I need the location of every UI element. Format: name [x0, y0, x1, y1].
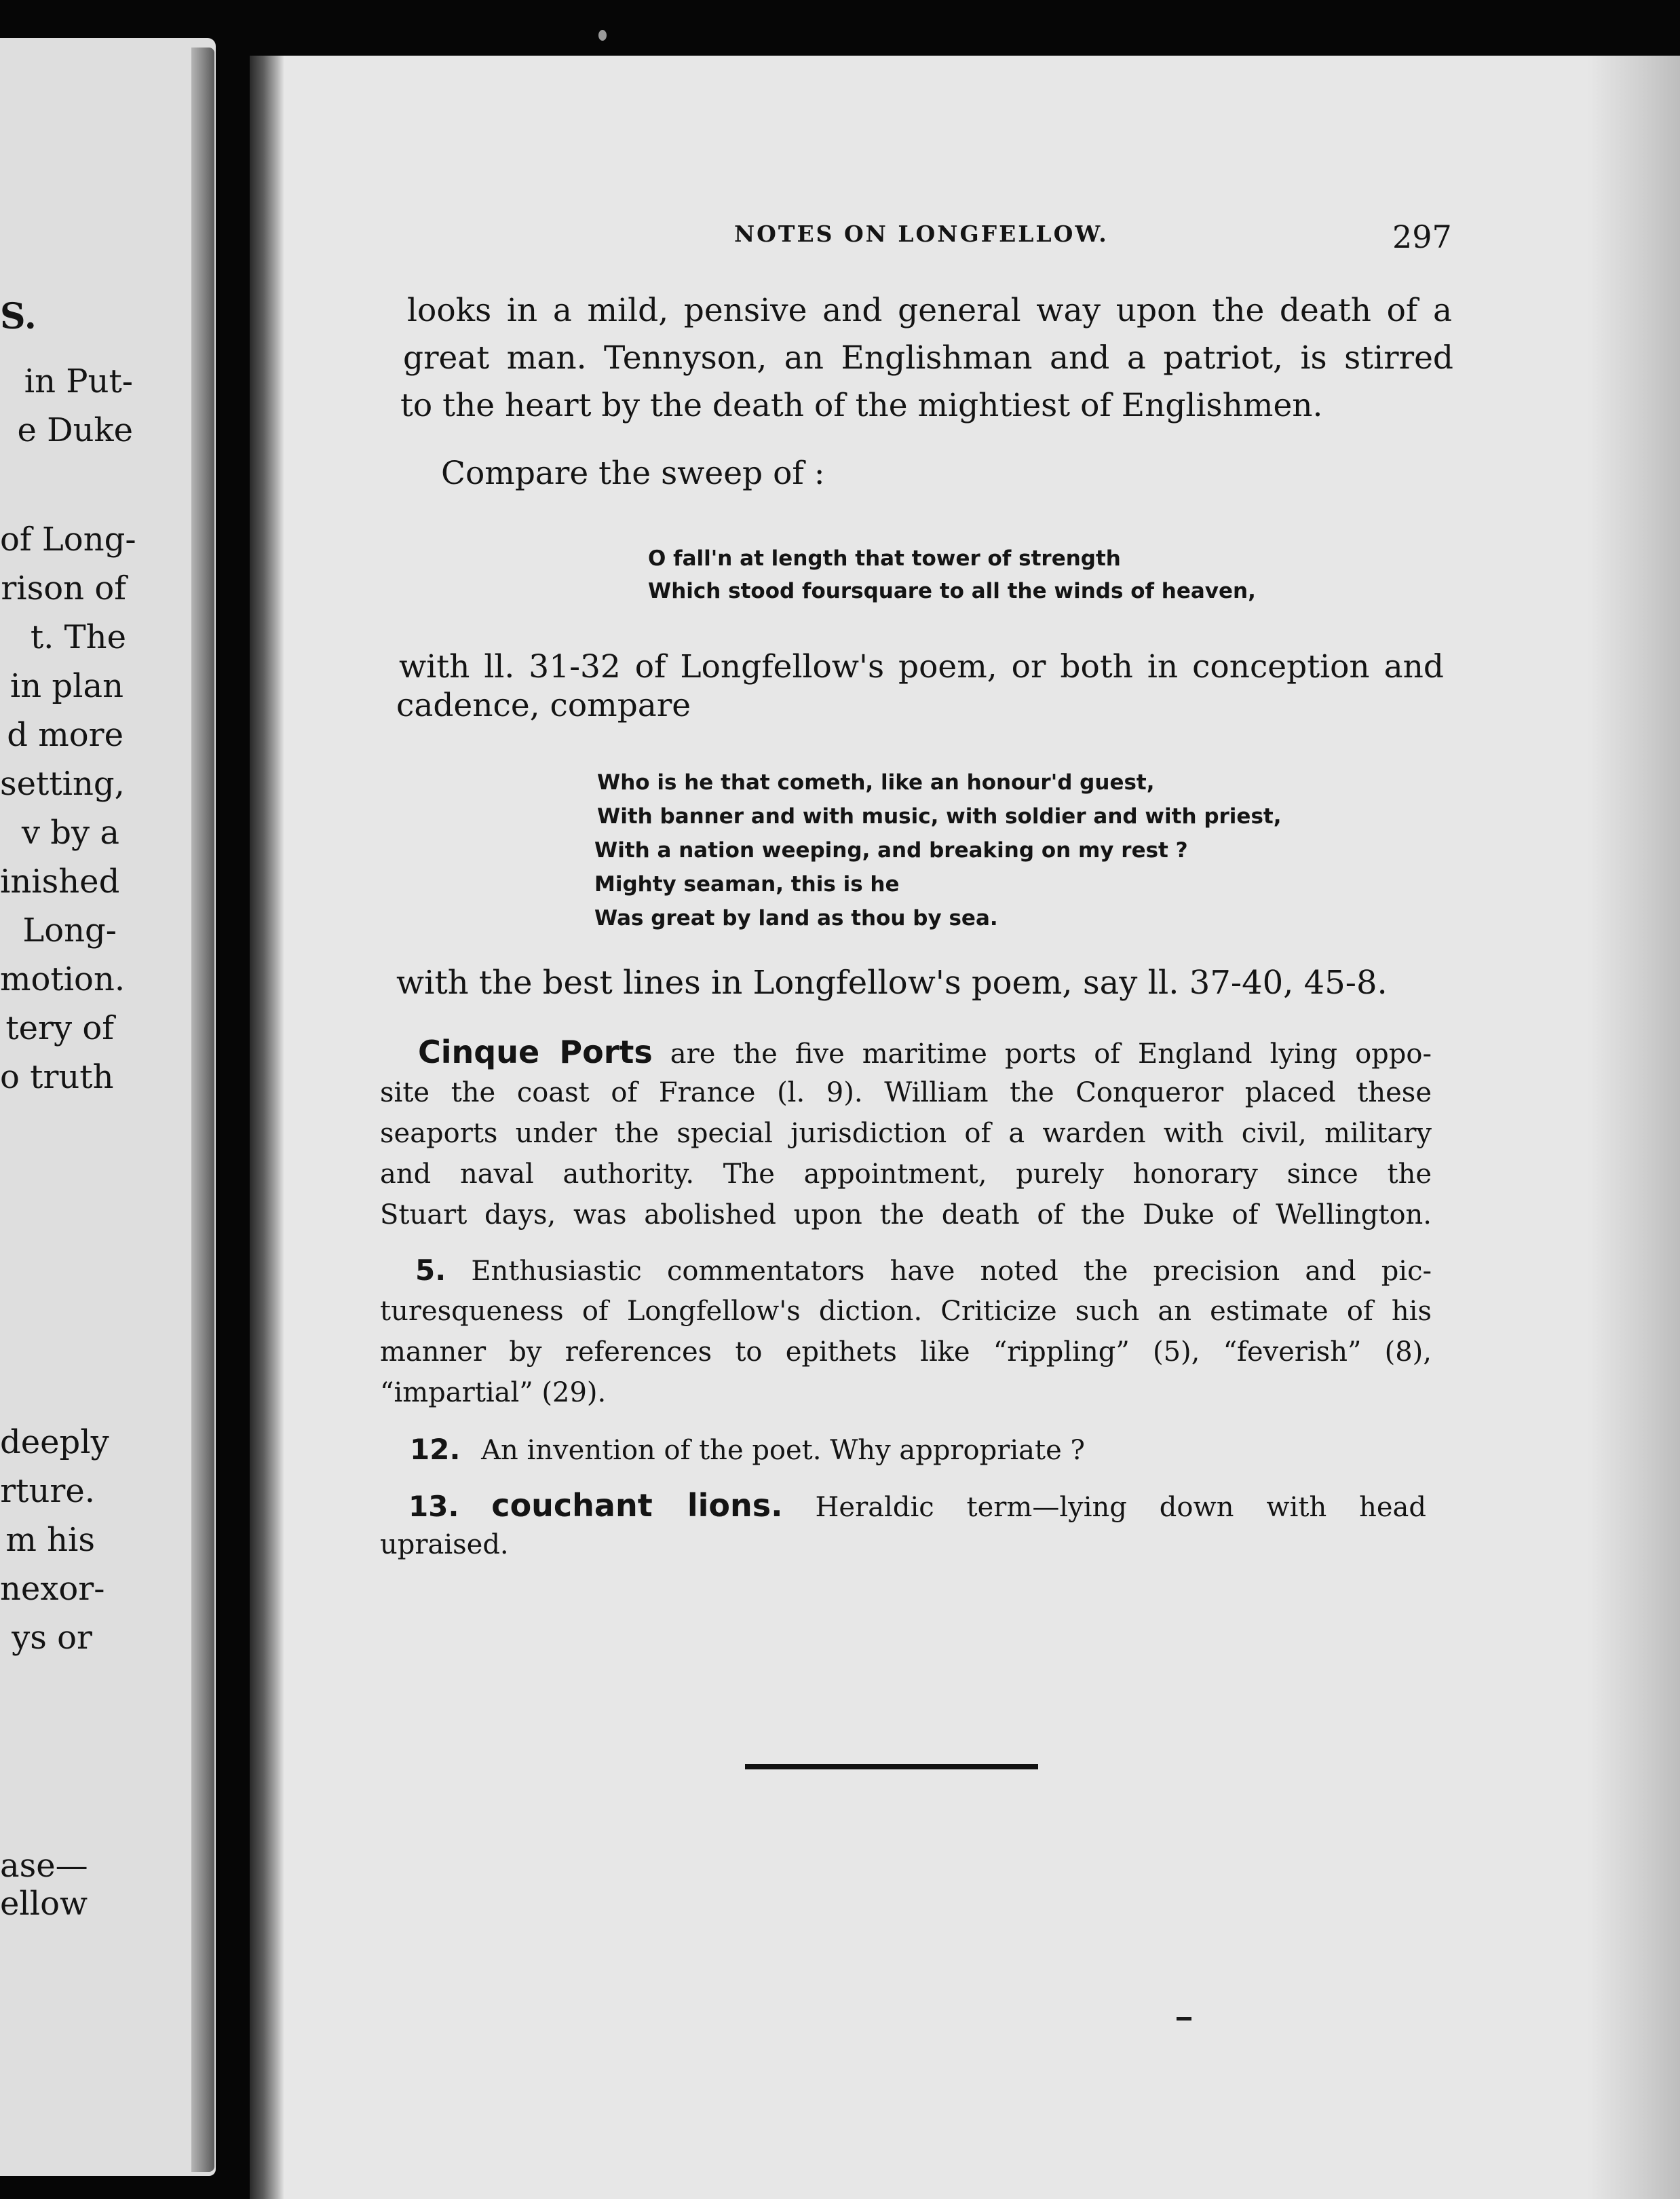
note-text: Enthusiastic commentators have noted the precision and pic- — [471, 1256, 1432, 1287]
left-fragment: in Put- — [24, 362, 133, 400]
quote-line: With a nation weeping, and breaking on my rest ? — [594, 838, 1188, 863]
left-fragment: ys or — [12, 1619, 92, 1657]
left-fragment: o truth — [0, 1058, 114, 1096]
note-line: turesqueness of Longfellow's diction. Criticize such an estimate of his — [380, 1296, 1432, 1327]
note-line: site the coast of France (l. 9). William the Conqueror placed these — [380, 1077, 1432, 1108]
text-line: with ll. 31-32 of Longfellow's poem, or both in conception and — [399, 648, 1444, 685]
left-fragment: d more — [7, 716, 123, 754]
left-fragment: motion. — [0, 960, 126, 998]
quote-line: Mighty seaman, this is he — [594, 872, 900, 897]
left-fragment: tery of — [5, 1009, 114, 1047]
left-fragment: S. — [0, 296, 37, 337]
text-line: cadence, compare — [396, 687, 691, 724]
left-fragment: m his — [5, 1521, 95, 1559]
right-page-edge — [1588, 56, 1680, 2199]
left-fragment: of Long- — [0, 521, 136, 559]
note-12 — [410, 1429, 1432, 1471]
page-number: 297 — [1392, 219, 1452, 255]
left-fragment: in plan — [9, 667, 123, 705]
note-number: 13. — [408, 1490, 459, 1523]
quote-line: Was great by land as thou by sea. — [594, 906, 998, 931]
left-fragment: rture. — [0, 1472, 95, 1510]
left-page-gutter — [191, 48, 214, 2172]
text-line: great man. Tennyson, an Englishman and a patriot, is stirred — [403, 339, 1453, 377]
left-fragment: rison of — [1, 569, 126, 607]
note-line: upraised. — [380, 1529, 509, 1560]
print-mark — [1177, 2017, 1191, 2021]
note-line: “impartial” (29). — [380, 1377, 607, 1408]
note-line: seaports under the special jurisdiction of a warden with civil, military — [380, 1118, 1432, 1149]
note-text: are the five maritime ports of England lying oppo- — [670, 1038, 1432, 1070]
quote-line: Which stood foursquare to all the winds of heaven, — [648, 579, 1256, 603]
note-text: An invention of the poet. Why appropriate ? — [481, 1435, 1085, 1466]
compare-intro: Compare the sweep of : — [441, 455, 825, 492]
quote-line: With banner and with music, with soldier and with priest, — [597, 804, 1282, 829]
note-number: 5. — [415, 1254, 446, 1287]
paragraph-3: with the best lines in Longfellow's poem, say ll. 37-40, 45-8. — [396, 964, 1388, 1002]
running-head: NOTES ON LONGFELLOW. — [734, 221, 1109, 247]
quote-line: Who is he that cometh, like an honour'd guest, — [597, 770, 1155, 795]
left-fragment: Long- — [22, 911, 117, 950]
end-rule — [745, 1764, 1038, 1769]
left-fragment: ase— — [0, 1847, 88, 1885]
note-line: and naval authority. The appointment, purely honorary since the — [380, 1159, 1432, 1190]
note-text: Heraldic term—lying down with head — [815, 1492, 1426, 1523]
note-lemma: couchant lions. — [491, 1487, 783, 1524]
quote-line: O fall'n at length that tower of strength — [648, 546, 1121, 571]
left-fragment: setting, — [0, 765, 125, 803]
left-fragment: ellow — [0, 1885, 88, 1923]
right-page-gutter — [250, 56, 284, 2199]
note-line — [415, 1250, 1432, 1292]
ink-speck — [598, 30, 607, 41]
note-line — [408, 1485, 1426, 1528]
left-fragment: v by a — [21, 814, 119, 852]
left-fragment: t. The — [30, 618, 126, 656]
note-line — [418, 1032, 1432, 1074]
left-fragment: deeply — [0, 1423, 109, 1461]
left-fragment: inished — [0, 863, 120, 901]
text-line: to the heart by the death of the mightiest of Englishmen. — [400, 387, 1323, 424]
note-lemma: Cinque Ports — [418, 1034, 653, 1070]
left-fragment: e Duke — [17, 411, 133, 449]
text-line: looks in a mild, pensive and general way upon the death of a — [407, 292, 1452, 329]
note-line: Stuart days, was abolished upon the death of the Duke of Wellington. — [380, 1199, 1432, 1230]
note-line: manner by references to epithets like “rippling” (5), “feverish” (8), — [380, 1336, 1432, 1368]
left-fragment: nexor- — [0, 1570, 105, 1608]
note-number: 12. — [410, 1433, 461, 1466]
